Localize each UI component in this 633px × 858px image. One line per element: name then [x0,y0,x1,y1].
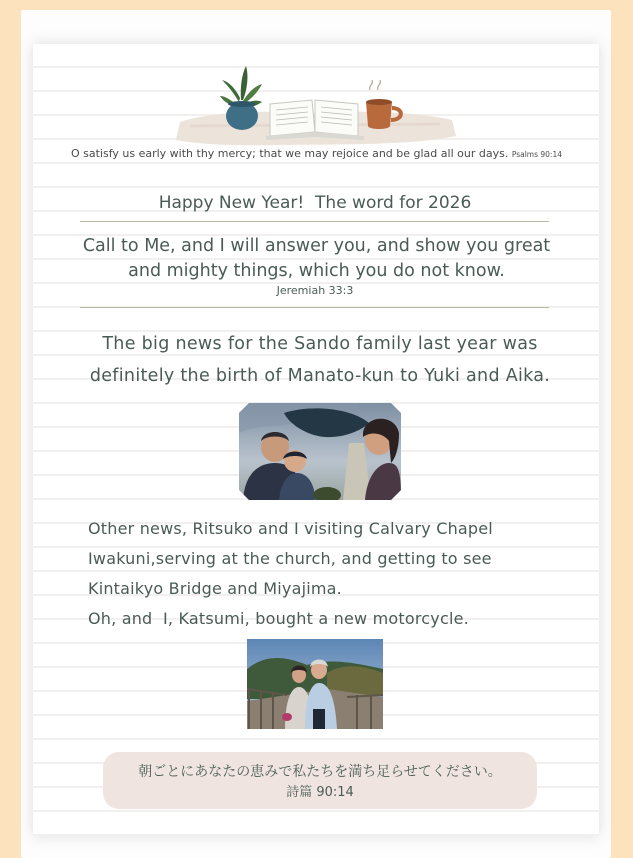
bridge-photo [247,639,383,729]
closing-verse-text: 朝ごとにあなたの恵みで私たちを満ち足らせてください。 [138,764,502,780]
open-bible-icon [266,100,364,140]
other-news-line-2: Iwakuni,serving at the church, and getting to see [88,549,492,568]
big-news-line-1: The big news for the Sando family last year was [102,334,538,354]
other-news-line-3: Kintaikyo Bridge and Miyajima. [88,579,342,598]
closing-verse-reference: 詩篇 90:14 [286,785,354,800]
header-verse-ref: Psalms 90:14 [511,150,563,159]
closing-verse-box [103,752,537,809]
header-verse-text: O satisfy us early with thy mercy; that we may rejoice and be glad all our days. [70,147,509,160]
other-news-line-1: Other news, Ritsuko and I visiting Calvary Chapel [88,519,493,538]
page-title: Happy New Year! The word for 2026 [158,193,472,213]
yearly-word-verse [40,234,593,284]
big-news-paragraph [70,328,570,392]
yearly-word-line-1: Call to Me, and I will answer you, and show you great [82,236,551,256]
other-news-line-4: Oh, and I, Katsumi, bought a new motorcycle. [88,609,469,628]
divider-top [80,221,549,222]
header-verse [0,147,633,160]
other-news-paragraph [88,514,568,634]
header-illustration [170,60,460,150]
yearly-word-reference: Jeremiah 33:3 [276,284,354,297]
divider-bottom [80,307,549,308]
yearly-word-line-2: and mighty things, which you do not know. [128,261,505,281]
family-photo [239,403,401,500]
big-news-line-2: definitely the birth of Manato-kun to Yuki and Aika. [89,366,551,386]
